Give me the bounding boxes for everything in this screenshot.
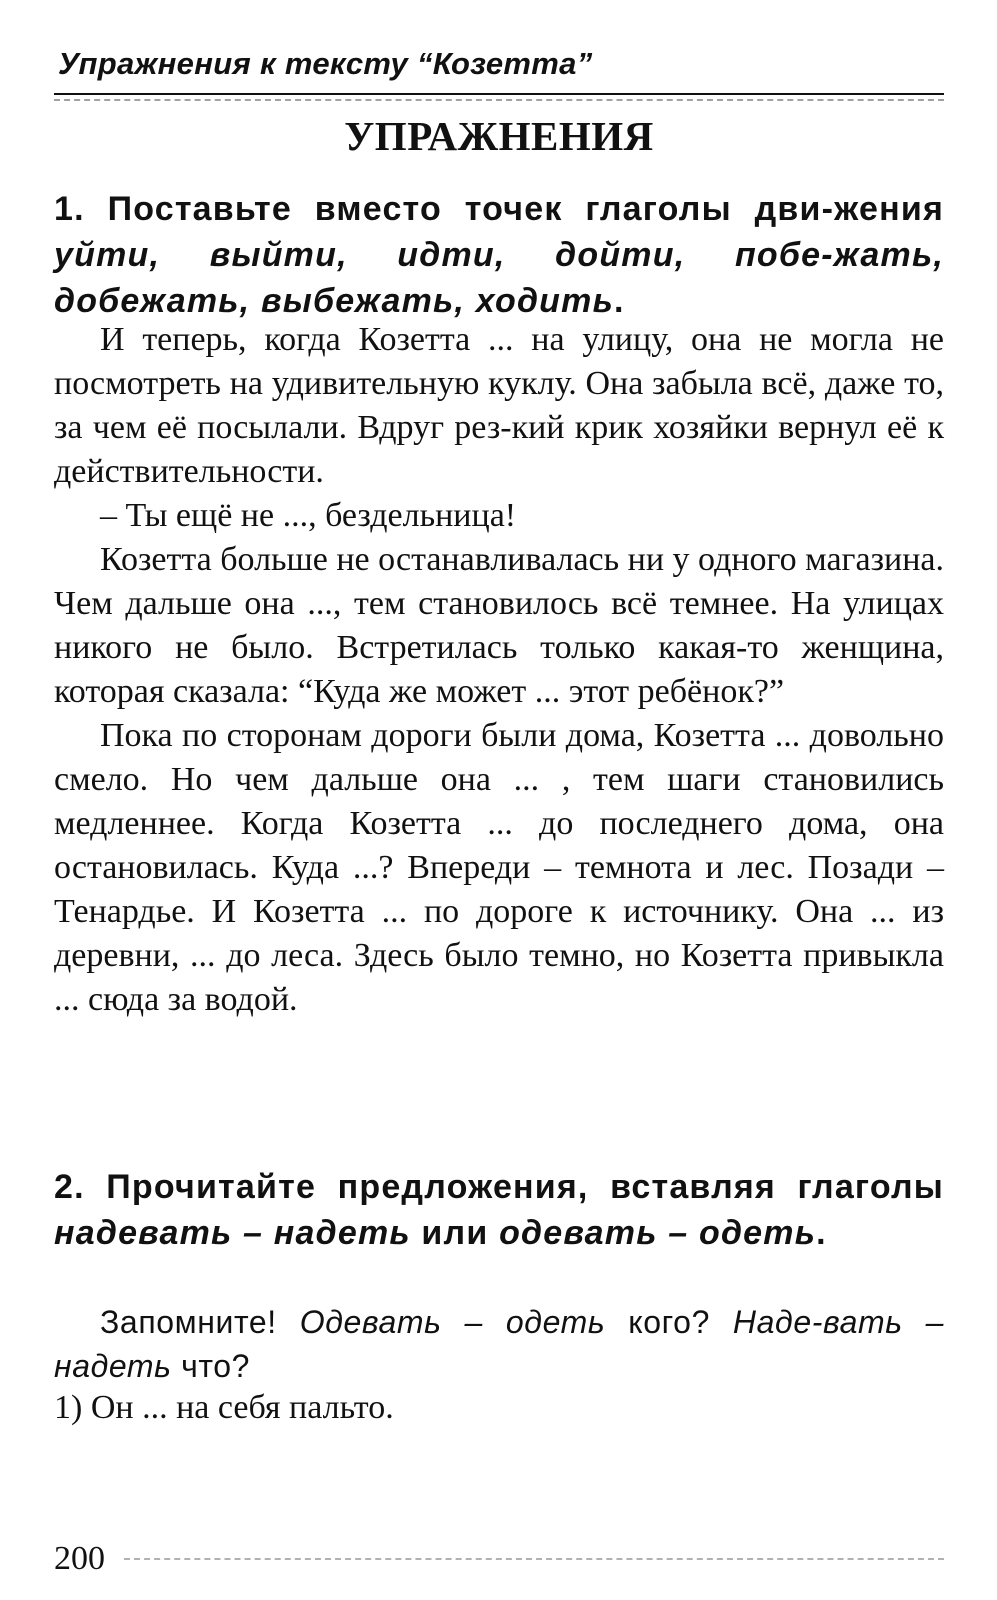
- note-lead: Запомните!: [100, 1304, 300, 1340]
- exercise-2-lead: 2. Прочитайте предложения, вставляя глаголы: [54, 1168, 944, 1206]
- exercise-2-middle: или: [410, 1214, 500, 1252]
- header-rule: [54, 93, 944, 95]
- paragraph: И теперь, когда Козетта ... на улицу, она не могла не посмотреть на удивительную куклу. Она забыла всё, даже то, за чем её посылали. Вдруг рез-кий крик хозяйки вернул её к действительности.: [54, 321, 944, 490]
- note-question-1: кого?: [605, 1304, 733, 1340]
- exercise-1-lead: 1. Поставьте вместо точек глаголы дви-жения: [54, 190, 944, 228]
- exercise-1-text: [54, 318, 944, 1022]
- section-title: УПРАЖНЕНИЯ: [344, 113, 654, 159]
- paragraph: Козетта больше не останавливалась ни у одного магазина. Чем дальше она ..., тем становилось всё темнее. На улицах никого не было. Встретилась только какая-то женщина, которая сказала: “Куда же может ... этот ребёнок?”: [54, 541, 944, 710]
- exercise-2-item-1: 1) Он ... на себя пальто.: [54, 1389, 394, 1426]
- paragraph: Пока по сторонам дороги были дома, Козетта ... довольно смело. Но чем дальше она ... , тем шаги становились медленнее. Когда Козетта ... до последнего дома, она остановилась. Куда ...? Впереди – темнота и лес. Позади – Тенардье. И Козетта ... по дороге к источнику. Она ... из деревни, ... до леса. Здесь было темно, но Козетта привыкла ... сюда за водой.: [54, 717, 944, 1018]
- exercise-2-note: [54, 1300, 944, 1388]
- exercise-2-verbs-b: одевать – одеть: [499, 1214, 817, 1252]
- running-head: Упражнения к тексту “Козетта”: [58, 46, 593, 81]
- exercise-1-instruction: [54, 186, 944, 324]
- exercise-1-end: .: [613, 282, 625, 320]
- note-question-2: что?: [171, 1348, 251, 1384]
- paragraph: – Ты ещё не ..., бездельница!: [100, 497, 517, 534]
- exercise-2-end: .: [816, 1214, 827, 1252]
- exercise-2-instruction: [54, 1164, 944, 1256]
- note-verbs-a: Одевать – одеть: [299, 1304, 606, 1340]
- header-rule-shadow: [54, 99, 944, 101]
- book-page: [54, 0, 944, 1600]
- exercise-2-verbs-a: надевать – надеть: [54, 1214, 411, 1252]
- note-verbs-b: Наде-вать – надеть: [54, 1304, 944, 1384]
- footer-rule: [124, 1558, 944, 1560]
- page-number: 200: [54, 1540, 105, 1577]
- exercise-1-verbs: уйти, выйти, идти, дойти, побе-жать, добежать, выбежать, ходить: [54, 236, 944, 320]
